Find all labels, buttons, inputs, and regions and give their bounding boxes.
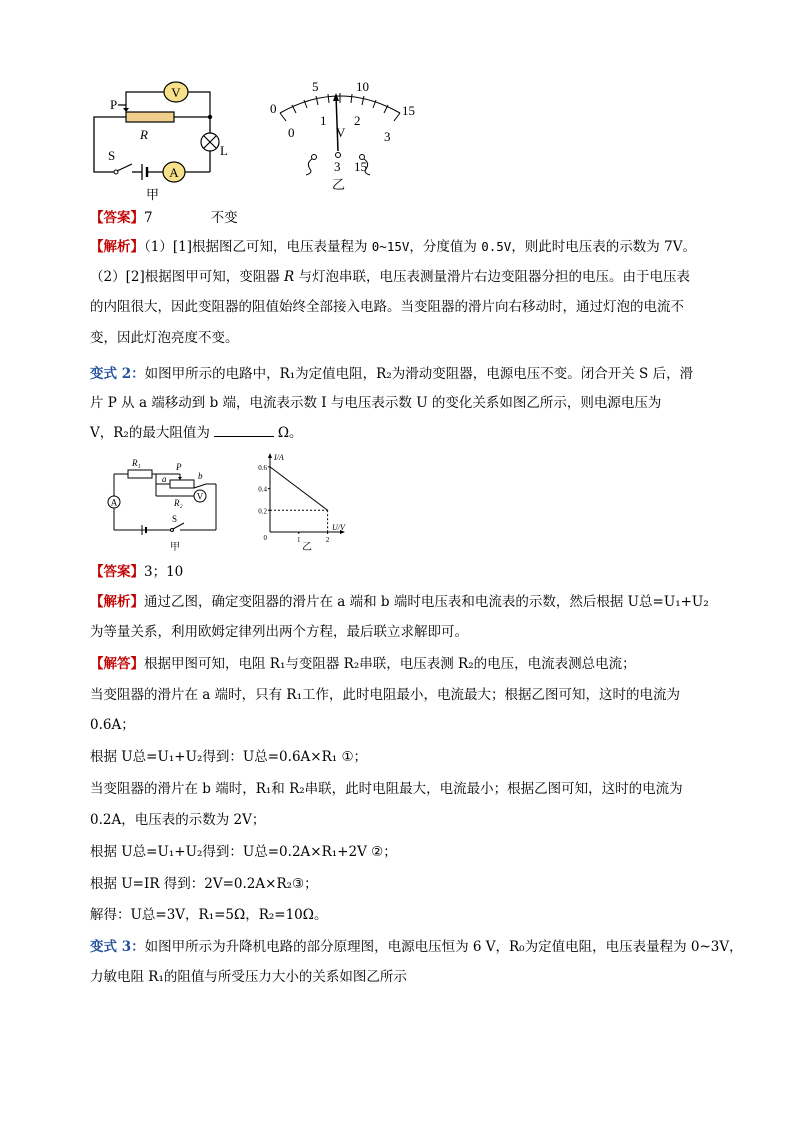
q2-analysis-l2: 为等量关系，利用欧姆定律列出两个方程，最后联立求解即可。 [90,624,468,640]
label-L: L [220,143,228,158]
q2-stem-l3 [90,424,303,442]
q2-text: Ω。 [277,425,303,441]
terminal-3: 3 [334,159,341,174]
y-tick-label-2: 0.6 [258,463,267,472]
analysis-text: ，分度值为 [409,239,482,255]
terminal-15: 15 [354,159,367,174]
solve-text: 根据甲图可知，电阻 R₁与变阻器 R₂串联，电压表测 R₂的电压，电流表测总电流； [144,656,636,672]
q2-answer [90,563,183,581]
q1-analysis-l2 [90,268,690,286]
x-axis-label: U/V [332,523,345,532]
q2-text: V，R₂的最大阻值为 [90,425,210,441]
label-S: S [108,148,116,163]
scale-top-0: 0 [270,101,277,116]
scale-top-10: 10 [356,79,369,94]
answer-value: 3；10 [144,564,184,580]
answer-tag: 【答案】 [90,210,144,226]
solve-tag: 【解答】 [90,656,144,672]
y-tick-label-1: 0.4 [258,485,267,494]
caption-yi-1: 乙 [332,177,346,192]
answer-value-1: 7 [144,210,153,226]
q2-solve-l7: 根据 U总=U₁+U₂得到：U总=0.2A×R₁+2V ②； [90,844,397,860]
q2-stem-l2: 片 P 从 a 端移动到 b 端，电流表示数 I 与电压表示数 U 的变化关系如图乙所示，则电源电压为 [90,395,662,411]
q2-stem-l1 [90,365,693,383]
voltmeter-label: V [171,85,181,100]
meter-needle [336,95,338,151]
scale-top-5: 5 [312,79,319,94]
q1-analysis-l3: 的内阻很大，因此变阻器的阻值始终全部接入电路。当变阻器的滑片向右移动时，通过灯泡的电流不 [90,299,684,315]
label-S2: S [172,514,178,524]
meter-unit: V [336,125,346,140]
resistor-R1 [128,470,152,478]
q2-solve-l8: 根据 U=IR 得到：2V=0.2A×R₂③； [90,876,318,892]
analysis-division: 0.5V [481,239,512,254]
caption-yi-2: 乙 [302,542,312,553]
q2-analysis-l1 [90,593,709,611]
scale-bot-2: 2 [354,113,361,128]
label-R2: R₂ [174,498,183,508]
scale-bot-3: 3 [384,129,391,144]
analysis-symbol-R: R [284,269,295,285]
q3-stem-l2: 力敏电阻 R₁的阻值与所受压力大小的关系如图乙所示 [90,969,407,985]
q3-text: 如图甲所示为升降机电路的部分原理图，电源电压恒为 6 V，R₀为定值电阻，电压表量程为 0~3V， [144,939,743,955]
analysis-text: ，则此时电压表的示数为 7V。 [511,239,696,255]
label-P: P [110,97,118,112]
q1-analysis-l1 [90,238,696,256]
answer-tag: 【答案】 [90,564,144,580]
analysis-tag: 【解析】 [90,594,144,610]
label-a: a [162,474,167,484]
y-tick-label-0: 0.2 [258,507,267,516]
resistor-R [126,112,174,122]
analysis-tag: 【解析】 [90,239,144,255]
circuit-diagram-2 [94,452,226,552]
variant-tag-3: 变式 3： [90,939,145,955]
variant-tag-2: 变式 2： [90,366,145,382]
q2-solve-l4: 根据 U总=U₁+U₂得到：U总=0.6A×R₁ ①； [90,749,368,765]
scale-bot-1: 1 [320,113,327,128]
x-tick-label-1: 2 [325,536,330,544]
analysis-range: 0~15V [371,239,410,254]
q2-solve-l1 [90,655,636,673]
label-R1: R₁ [132,458,141,468]
caption-jia-2: 甲 [170,542,180,552]
label-R: R [140,127,148,142]
analysis-text: （1）[1]根据图乙可知，电压表量程为 [144,239,372,255]
scale-top-15: 15 [402,103,415,118]
voltmeter-dial [262,75,422,195]
q2-solve-l6: 0.2A，电压表的示数为 2V； [90,812,266,828]
caption-jia-1: 甲 [146,187,160,202]
analysis-text: （2）[2]根据图甲可知，变阻器 [90,269,285,285]
x-tick-label-0: 1 [297,536,301,544]
answer-value-2: 不变 [210,210,238,226]
series-line-0 [270,467,328,510]
scale-bot-0: 0 [288,125,295,140]
blank-answer [214,436,274,437]
analysis-text: 通过乙图，确定变阻器的滑片在 a 端和 b 端时电压表和电流表的示数，然后根据 U总=U₁+U₂ [144,594,709,610]
q2-solve-l9: 解得：U总=3V，R₁=5Ω，R₂=10Ω。 [90,907,328,923]
ammeter-label-2: A [110,497,118,508]
q2-solve-l3: 0.6A； [90,717,135,733]
circuit-diagram-1 [86,75,236,205]
iu-graph [246,450,356,554]
switch-S [117,164,132,171]
q2-solve-l5: 当变阻器的滑片在 b 端时，R₁和 R₂串联，此时电阻最大，电流最小；根据乙图可知，这时的电流为 [90,781,683,797]
q2-solve-l2: 当变阻器的滑片在 a 端时，只有 R₁工作，此时电阻最小，电流最大；根据乙图可知，这时的电流为 [90,687,680,703]
ammeter-label: A [169,165,179,180]
q3-stem-l1 [90,938,743,956]
y-axis-label: I/A [274,453,284,462]
analysis-text: 与灯泡串联，电压表测量滑片右边变阻器分担的电压。由于电压表 [294,269,690,285]
origin-label: 0 [263,534,267,542]
label-b: b [198,471,203,481]
q1-analysis-l4: 变，因此灯泡亮度不变。 [90,330,239,346]
label-P2: P [176,462,182,472]
resistor-R2 [170,480,194,488]
q2-text: 如图甲所示的电路中，R₁为定值电阻，R₂为滑动变阻器，电源电压不变。闭合开关 S 后，滑 [144,366,694,382]
q1-answer [90,209,238,227]
voltmeter-label-2: V [196,491,204,502]
